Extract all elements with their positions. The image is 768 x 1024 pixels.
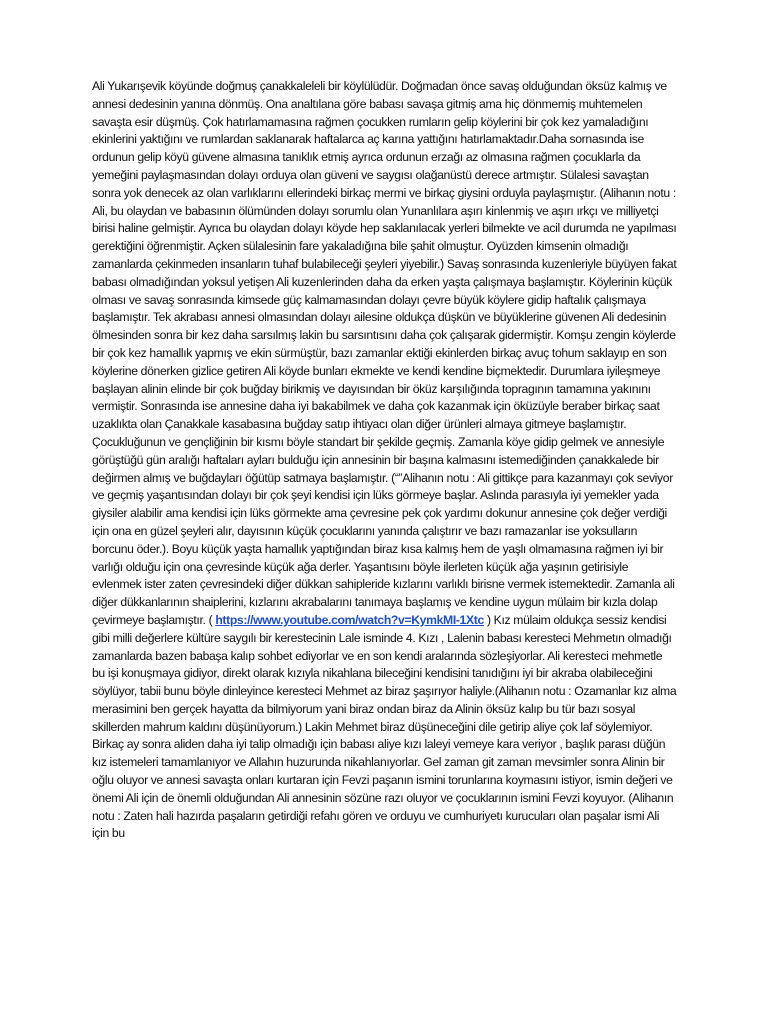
story-paragraph [92, 78, 678, 843]
paragraph-text-after-link: ) Kız mülaim oldukça sessiz kendisi gibi milli değerlere kültüre saygılı bir kerestecinin Lale isminde 4. Kızı , Lalenin babası keresteci Mehmetın olmadığı zamanlarda bazen babaşa kalıp sohbet ediyorlar ve en son kendi aralarında sözleşiyorlar. Ali keresteci mehmetle bu işi konuşmaya gidiyor, direkt olarak kızıyla nikahlana bileceğini kendisini tanıdığını iyi bir akraba olabileceğini söylüyor, tabii bunu böyle dinleyince keresteci Mehmet az biraz şaşırıyor haliyle.(Alihanın notu : Ozamanlar kız alma merasimini ben gerçek hayatta da bilmiyorum yani biraz ondan biraz da Alinin öksüz kalıp bu tür bazı sosyal skillerden mahrum kaldını düşünüyorum.) Lakin Mehmet biraz düşüneceğini dile getirip aliye çok laf söylemiyor. Birkaç ay sonra aliden daha iyi talip olmadığı için babası aliye kızı laleyi vemeye kara veriyor , başlık parası düğün kız istemeleri tamamlanıyor ve Allahın huzurunda nikahlanıyorlar. Gel zaman git zaman mevsimler sonra Alinin bir oğlu oluyor ve annesi savaşta onları kurtaran için Fevzi paşanın ismini torunlarına koymasını istiyor, ismin değeri ve önemi Ali için de önemli olduğundan Ali annesinin sözüne razı oluyor ve çocuklarının ismini Fevzi koyuyor. (Alihanın notu : Zaten hali hazırda paşaların getirdiği refahı gören ve orduyu ve cumhuriyetı kurucuları olan paşalar ismi Ali için bu [92, 612, 677, 841]
paragraph-text-before-link: Ali Yukarışevik köyünde doğmuş çanakkaleleli bir köylülüdür. Doğmadan önce savaş olduğundan öksüz kalmış ve annesi dedesinin yanına dönmüş. Ona analtılana göre babası savaşa gitmiş ama hiç dönmemiş muhtemelen savaşta esir düşmüş. Çok hatırlamamasına rağmen çocukken rumların gelip köylerini bir çok kez yamaladığını ekinlerini yaktığını ve rumlardan saklanarak haftalarca aç karına yattığını hatırlamaktadır.Daha sornasında ise ordunun gelip köyü güvene almasına tanıklık etmiş ayrıca ordunun erzağı az olmasına rağmen çocuklarla da yemeğini paylaşmasından dolayı orduya olan güveni ve saygısı olağanüstü derece artmıştır. Sülalesi savaştan sonra yok denecek az olan varlıklarını ellerindeki birkaç mermi ve birkaç giysini orduyla paylaşmıştır. (Alihanın notu : Ali, bu olaydan ve babasının ölümünden dolayı sorumlu olan Yunanlılara aşırı kinlenmiş ve aşırı ırkçı ve milliyetçi birisi haline gelmiştir. Ayrıca bu olaydan dolayı köyde hep saklanılacak yerleri bilmekte ve acil durumda ne yapılması gerektiğini öğrenmiştir. Açken sülalesinin fare yakaladığına bile şahit olmuştur. Oyüzden kimsenin olmadığı zamanlarda çekinmeden insanların tuhaf bulabileceği şeyleri yiyebilir.) Savaş sonrasında kuzenleriyle büyüyen fakat babası olmadığından yoksul yetişen Ali kuzenlerinden daha da erken yaşta çalışmaya başlamıştır. Köylerinin küçük olması ve savaş sonrasında kimsede güç kalmamasından dolayı çevre büyük köylere gidip haftalık çalışmaya başlamıştır. Tek akrabası annesi olmasından dolayı ailesine oldukça düşkün ve büyüklerine güvenen Ali dedesinin ölmesinden sonra bir kez daha sarsılmış lakin bu sarsıntısını daha çok çalışarak gidermiştir. Komşu zengin köylerde bir çok kez hamallık yapmış ve ekin sürmüştür, bazı zamanlar ektiği ekinlerden birkaç avuç tohum saklayıp en son köylerine dönerken gizlice getiren Ali köyde bunları ekmekte ve kendi kendine biçmektedir. Durumlara iyileşmeye başlayan alinin elinde bir çok buğday birikmiş ve dayısından bir öküz karşılığında topragının tamamına yakınını vermiştir. Sonrasında ise annesine daha iyi bakabilmek ve daha çok kazanmak için öküzüyle beraber birkaç saat uzaklıkta olan Çanakkale kasabasına buğday satıp ihtiyacı olan diğer ürünleri almaya gitmeye başlamıştır. Çocukluğunun ve gençliğinin bir kısmı böyle standart bir şekilde geçmiş. Zamanla köye gidip gelmek ve annesiyle görüştüğü gün aralığı haftaları ayları bulduğu için annesinin bir başına kalmasını istemediğinden çanakkalede bir değirmen almış ve buğdayları öğütüp satmaya başlamıştır. (“”Alihanın notu : Ali gittikçe para kazanmayı çok seviyor ve geçmiş yaşantısından dolayı bir çok şeyi kendisi için lüks görmeye başlar. Aslında parasıyla iyi yemekler yada giysiler alabilir ama kendisi için lüks görmekte ama çevresine pek çok yardımı dokunur annesine çok değer verdiği için ona en güzel şeyleri alır, dayısının küçük çocuklarını yanında çalıştırır ve bazı ramazanlar ise yoksulların borcunu öder.). Boyu küçük yaşta hamallık yaptığından biraz kısa kalmış hem de yaşlı olmamasına rağmen iyi bir varlığı olduğu için ona çevresinde küçük ağa derler. Yaşantısını böyle ilerleten küçük ağa yaşının getirisiyle evlenmek ister zaten çevresindeki diğer dükkan sahipleride kızlarını varlıklı birisne vermek istemektedir. Zamanla ali diğer dükkanlarının shaiplerini, kızlarını akrabalarını tanımaya başlamış ve kendine uygun mülaim bir kızla dolap çevirmeye başlamıştır. ( [92, 79, 677, 627]
youtube-link[interactable]: https://www.youtube.com/watch?v=KymkMI-1Xtc [215, 612, 484, 627]
document-page [92, 78, 678, 843]
